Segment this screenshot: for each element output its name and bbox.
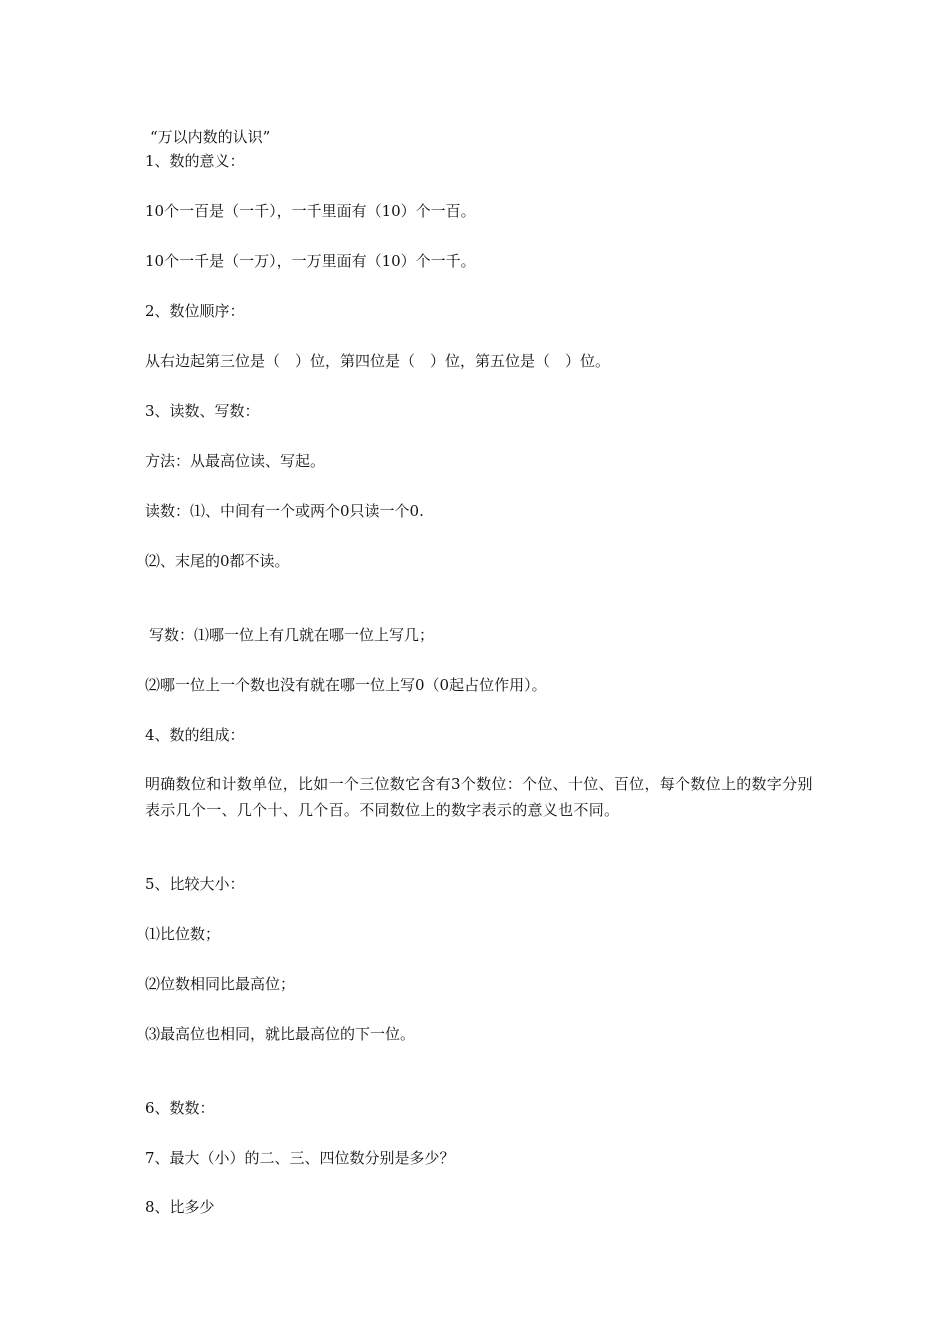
section-5-heading: 5、比较大小： xyxy=(145,875,245,893)
section-1-line-1: 10个一百是（一千），一千里面有（10）个一百。 xyxy=(145,202,476,220)
section-3-write-rule-2: ⑵哪一位上一个数也没有就在哪一位上写0（0起占位作用）。 xyxy=(145,676,547,694)
section-4-heading: 4、数的组成： xyxy=(145,726,245,744)
section-3-write-rule-1: 写数：⑴哪一位上有几就在哪一位上写几； xyxy=(149,626,435,644)
section-3-read-rule-2: ⑵、末尾的0都不读。 xyxy=(145,552,290,570)
section-1-heading: 1、数的意义： xyxy=(145,152,245,170)
section-3-read-rule-1: 读数：⑴、中间有一个或两个0只读一个0. xyxy=(145,502,424,520)
section-7-heading: 7、最大（小）的二、三、四位数分别是多少？ xyxy=(145,1149,455,1167)
document-title: “万以内数的认识” xyxy=(150,128,271,146)
section-1-line-2: 10个一千是（一万），一万里面有（10）个一千。 xyxy=(145,252,476,270)
section-6-heading: 6、数数： xyxy=(145,1099,215,1117)
section-3-method: 方法：从最高位读、写起。 xyxy=(145,452,326,470)
section-8-heading: 8、比多少 xyxy=(145,1198,215,1216)
section-2-line-1: 从右边起第三位是（ ）位，第四位是（ ）位，第五位是（ ）位。 xyxy=(145,352,611,370)
section-5-item-1: ⑴比位数； xyxy=(145,925,221,943)
section-4-paragraph: 明确数位和计数单位，比如一个三位数它含有3个数位：个位、十位、百位，每个数位上的数字分别表示几个一、几个十、几个百。不同数位上的数字表示的意义也不同。 xyxy=(145,775,813,819)
section-2-heading: 2、数位顺序： xyxy=(145,302,245,320)
section-3-heading: 3、读数、写数： xyxy=(145,402,260,420)
section-5-item-2: ⑵位数相同比最高位； xyxy=(145,975,296,993)
section-5-item-3: ⑶最高位也相同，就比最高位的下一位。 xyxy=(145,1025,416,1043)
